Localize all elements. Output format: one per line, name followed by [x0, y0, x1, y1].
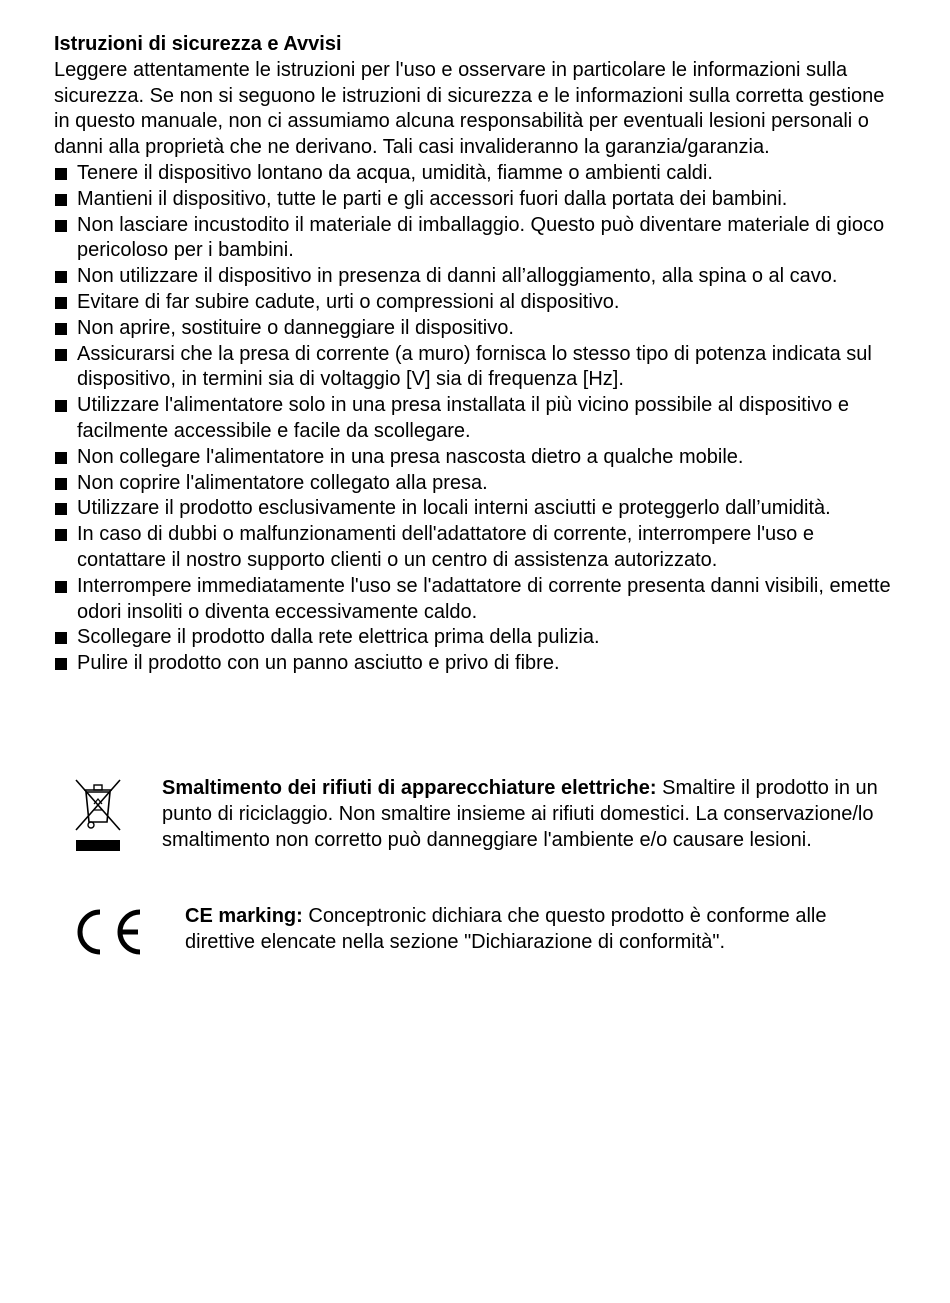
square-bullet-icon	[55, 478, 67, 490]
square-bullet-icon	[55, 168, 67, 180]
list-item	[54, 290, 904, 316]
ce-marking-notice	[54, 904, 904, 956]
weee-disposal-notice	[54, 776, 904, 853]
list-item-text: Non utilizzare il dispositivo in presenza di danni all’alloggiamento, alla spina o al cavo.	[77, 265, 838, 288]
square-bullet-icon	[55, 349, 67, 361]
weee-label: Smaltimento dei rifiuti di apparecchiature elettriche:	[162, 777, 657, 799]
list-item-text: Non collegare l'alimentatore in una presa nascosta dietro a qualche mobile.	[77, 445, 744, 468]
list-item-text: In caso di dubbi o malfunzionamenti dell'adattatore di corrente, interrompere l'uso e contattare il nostro supporto clienti o un centro di assistenza autorizzato.	[77, 523, 814, 571]
ce-label: CE marking:	[185, 905, 303, 927]
section-title: Istruzioni di sicurezza e Avvisi	[54, 33, 342, 55]
safety-list	[54, 161, 904, 677]
square-bullet-icon	[55, 400, 67, 412]
list-item-text: Utilizzare il prodotto esclusivamente in locali interni asciutti e proteggerlo dall’umidità.	[77, 497, 831, 520]
list-item-text: Evitare di far subire cadute, urti o compressioni al dispositivo.	[77, 290, 620, 313]
list-item-text: Non coprire l'alimentatore collegato alla presa.	[77, 471, 488, 494]
square-bullet-icon	[55, 194, 67, 206]
list-item	[54, 522, 904, 574]
list-item	[54, 471, 904, 497]
ce-mark-icon	[70, 906, 146, 958]
list-item	[54, 342, 904, 394]
list-item	[54, 161, 904, 187]
square-bullet-icon	[55, 503, 67, 515]
safety-section	[54, 32, 904, 677]
square-bullet-icon	[55, 452, 67, 464]
list-item	[54, 574, 904, 626]
list-item-text: Scollegare il prodotto dalla rete elettrica prima della pulizia.	[77, 626, 600, 649]
list-item	[54, 264, 904, 290]
list-item	[54, 651, 904, 677]
list-item	[54, 625, 904, 651]
square-bullet-icon	[55, 632, 67, 644]
list-item	[54, 213, 904, 265]
weee-description: Smaltire il prodotto in un punto di riciclaggio. Non smaltire insieme ai rifiuti domestici. La conservazione/lo smaltimento non corretto può danneggiare l'ambiente e/o causare lesioni.	[162, 777, 878, 851]
intro-paragraph: Leggere attentamente le istruzioni per l'uso e osservare in particolare le informazioni sulla sicurezza. Se non si seguono le istruzioni di sicurezza e le informazioni sulla corretta gestione in questo manuale, non ci assumiamo alcuna responsabilità per eventuali lesioni personali o danni alla proprietà che ne derivano. Tali casi invalideranno la garanzia/garanzia.	[54, 58, 885, 159]
square-bullet-icon	[55, 271, 67, 283]
list-item-text: Mantieni il dispositivo, tutte le parti e gli accessori fuori dalla portata dei bambini.	[77, 187, 788, 210]
list-item	[54, 393, 904, 445]
list-item-text: Tenere il dispositivo lontano da acqua, umidità, fiamme o ambienti caldi.	[77, 161, 713, 184]
ce-text-block	[185, 904, 885, 956]
list-item-text: Pulire il prodotto con un panno asciutto e privo di fibre.	[77, 652, 560, 675]
list-item-text: Non lasciare incustodito il materiale di imballaggio. Questo può diventare materiale di gioco pericoloso per i bambini.	[77, 213, 885, 262]
list-item-text: Utilizzare l'alimentatore solo in una presa installata il più vicino possibile al dispositivo e facilmente accessibile e facile da scollegare.	[77, 394, 849, 442]
ce-description: Conceptronic dichiara che questo prodotto è conforme alle direttive elencate nella sezione "Dichiarazione di conformità".	[185, 905, 827, 953]
list-item-text: Non aprire, sostituire o danneggiare il dispositivo.	[77, 316, 514, 339]
square-bullet-icon	[55, 581, 67, 593]
crossed-out-wheelie-bin-icon	[70, 776, 126, 856]
square-bullet-icon	[55, 323, 67, 335]
list-item	[54, 496, 904, 522]
list-item	[54, 445, 904, 471]
list-item	[54, 187, 904, 213]
square-bullet-icon	[55, 297, 67, 309]
square-bullet-icon	[55, 529, 67, 541]
square-bullet-icon	[55, 658, 67, 670]
list-item	[54, 316, 904, 342]
list-item-text: Assicurarsi che la presa di corrente (a muro) fornisca lo stesso tipo di potenza indicata sul dispositivo, in termini sia di voltaggio [V] sia di frequenza [Hz].	[77, 342, 872, 391]
square-bullet-icon	[55, 220, 67, 232]
weee-text-block	[162, 776, 882, 853]
list-item-text: Interrompere immediatamente l'uso se l'adattatore di corrente presenta danni visibili, emette odori insoliti o diventa eccessivamente caldo.	[77, 574, 891, 623]
